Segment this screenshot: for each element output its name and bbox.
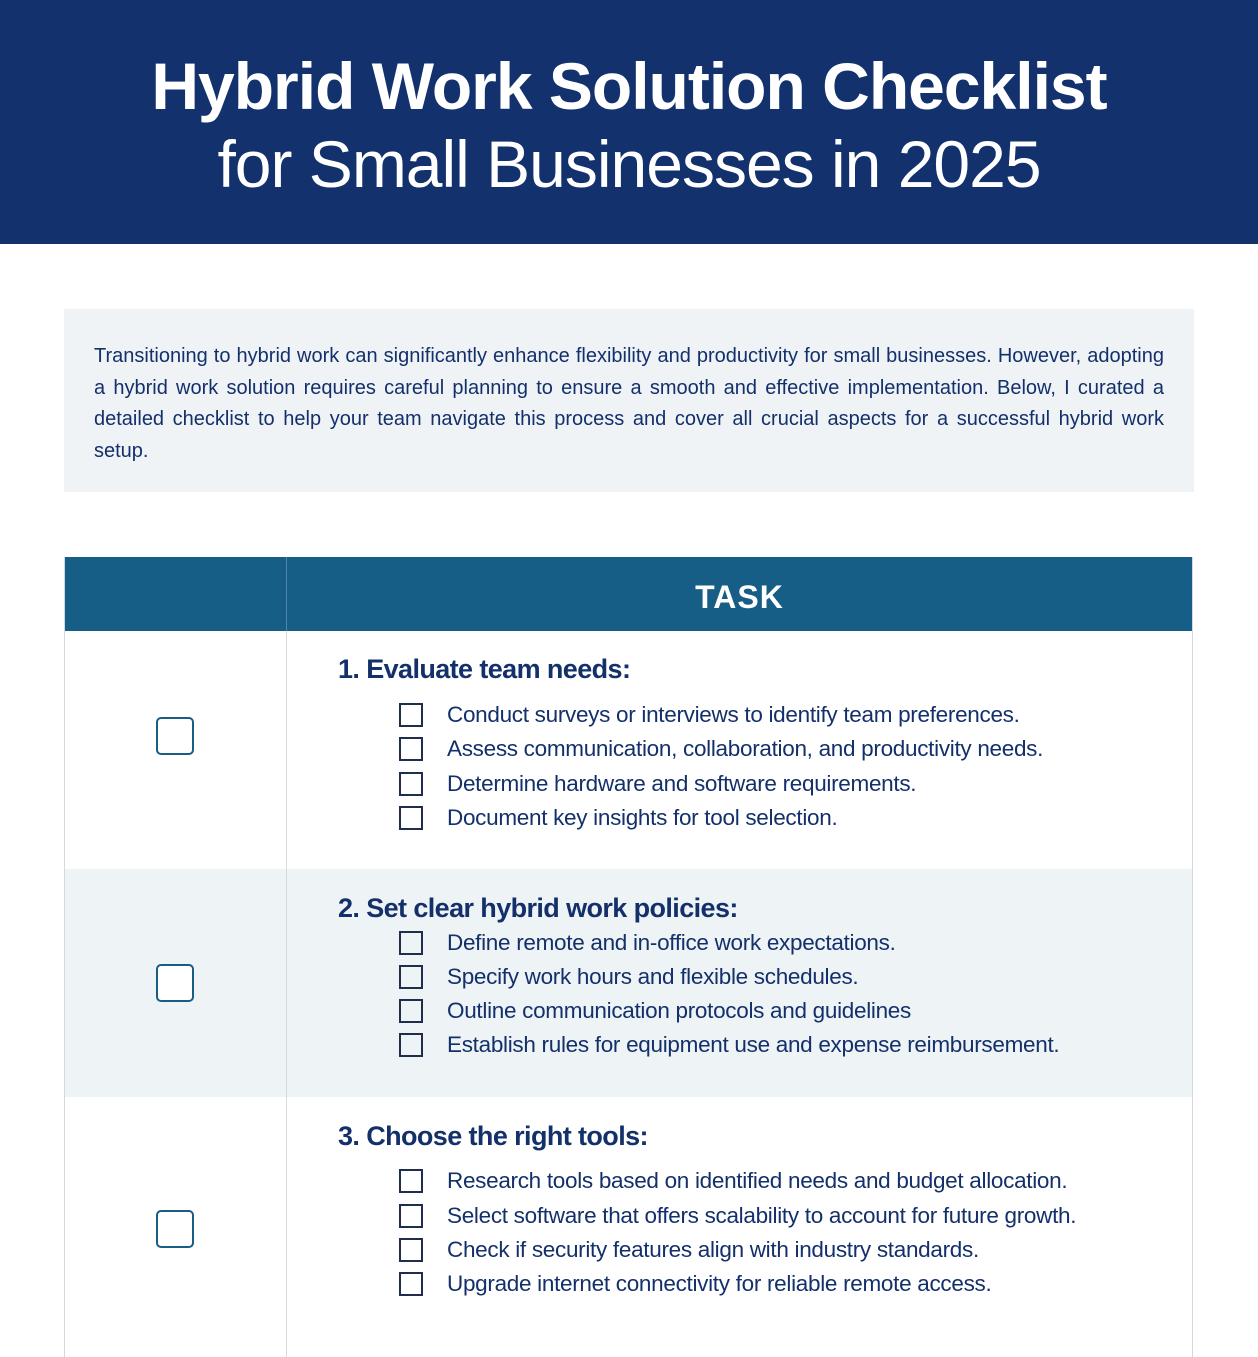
subtask-label: Document key insights for tool selection. [447,805,838,830]
subtask-checkbox[interactable] [399,999,423,1023]
subtask-label: Specify work hours and flexible schedules. [447,964,859,989]
subtask-checkbox[interactable] [399,1033,423,1057]
subtask-label: Select software that offers scalability to account for future growth. [447,1203,1077,1228]
subtask-checkbox[interactable] [399,1204,423,1228]
task-3-title: 3. Choose the right tools: [338,1121,648,1151]
task-1-checkbox[interactable] [156,717,194,755]
table-header-task: TASK [695,579,784,615]
subtask-label: Conduct surveys or interviews to identify team preferences. [447,702,1020,727]
table-header [65,557,1192,631]
subtask-checkbox[interactable] [399,737,423,761]
subtask-checkbox[interactable] [399,772,423,796]
subtask-checkbox[interactable] [399,1272,423,1296]
column-divider [286,631,287,869]
column-divider [286,869,287,1097]
subtask-checkbox[interactable] [399,1238,423,1262]
subtask-label: Research tools based on identified needs and budget allocation. [447,1168,1068,1193]
subtask-checkbox[interactable] [399,703,423,727]
subtask-label: Check if security features align with industry standards. [447,1237,979,1262]
column-divider [286,1097,287,1357]
task-row-1 [65,631,1192,869]
subtask-checkbox[interactable] [399,1169,423,1193]
intro-text: Transitioning to hybrid work can significantly enhance flexibility and productivity for small businesses. However, adopting a hybrid work solution requires careful planning to ensure a smooth and effective implementation. Below, I curated a detailed checklist to help your team navigate this process and cover all crucial aspects for a successful hybrid work setup. [94,345,1164,462]
task-2-checkbox[interactable] [156,964,194,1002]
task-2-title: 2. Set clear hybrid work policies: [338,893,738,923]
task-3-checkbox[interactable] [156,1210,194,1248]
page-header [0,0,1258,244]
task-row-2 [65,869,1192,1097]
subtask-checkbox[interactable] [399,931,423,955]
page-title: Hybrid Work Solution Checklist [151,49,1107,123]
intro-box [64,309,1194,492]
subtask-label: Assess communication, collaboration, and productivity needs. [447,736,1044,761]
subtask-label: Determine hardware and software requirements. [447,771,917,796]
subtask-checkbox[interactable] [399,965,423,989]
checklist-table [64,557,1193,1357]
page-subtitle: for Small Businesses in 2025 [217,127,1041,201]
subtask-label: Outline communication protocols and guidelines [447,998,911,1023]
task-row-3 [65,1097,1192,1357]
subtask-label: Establish rules for equipment use and expense reimbursement. [447,1032,1060,1057]
subtask-label: Define remote and in-office work expectations. [447,930,896,955]
subtask-label: Upgrade internet connectivity for reliable remote access. [447,1271,992,1296]
task-1-title: 1. Evaluate team needs: [338,654,631,684]
subtask-checkbox[interactable] [399,806,423,830]
table-header-checkbox-column [65,557,287,631]
